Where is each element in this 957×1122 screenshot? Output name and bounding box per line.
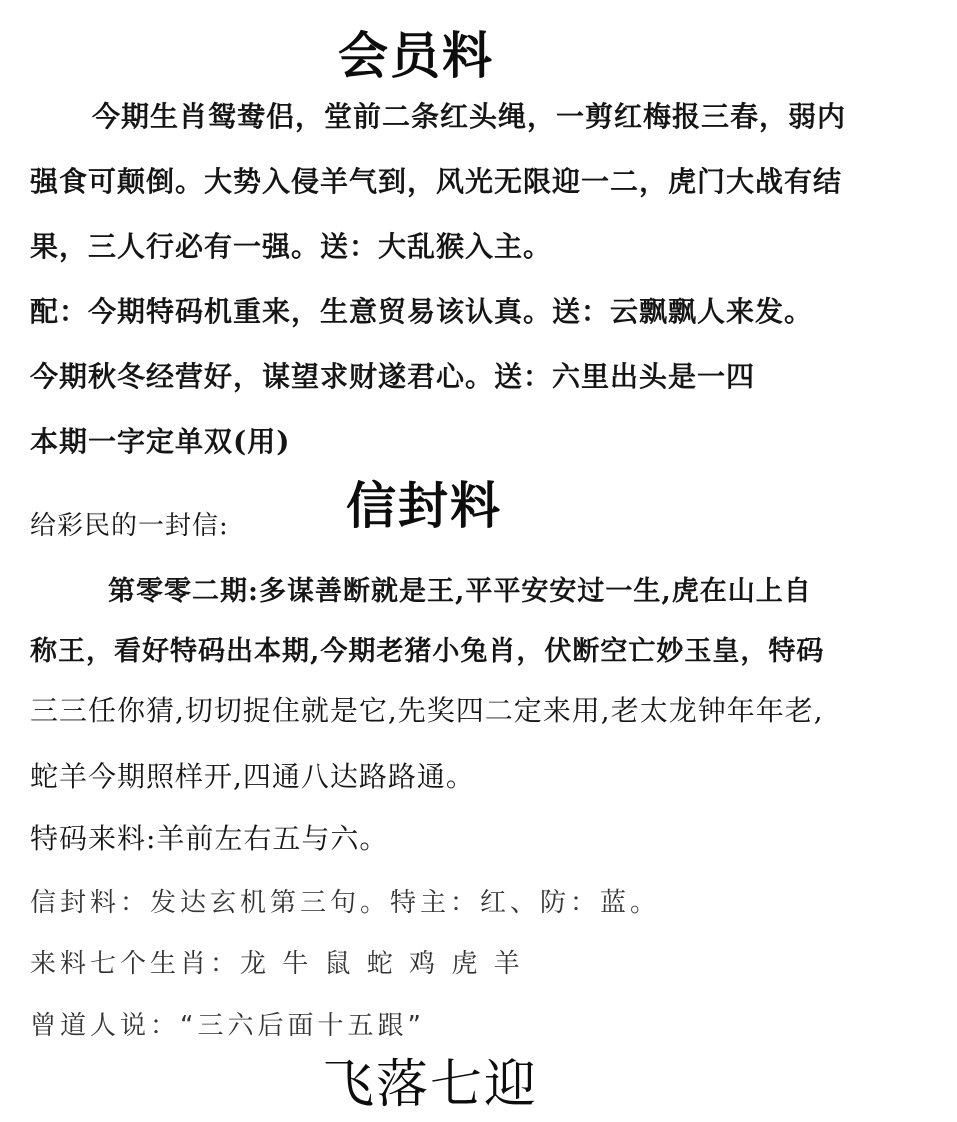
member-line-6: 本期一字定单双(用) <box>30 425 291 458</box>
envelope-line-2: 称王，看好特码出本期,今期老猪小兔肖，伏断空亡妙玉皇，特码 <box>30 636 825 667</box>
envelope-special-code: 特码来料:羊前左右五与六。 <box>30 822 389 855</box>
member-line-4: 配：今期特码机重来，生意贸易该认真。送：云飘飘人来发。 <box>30 295 814 328</box>
member-line-5: 今期秋冬经营好，谋望求财遂君心。送：六里出头是一四 <box>30 360 756 393</box>
envelope-note-3: 曾道人说：“三六后面十五跟” <box>30 1011 425 1041</box>
member-line-1: 今期生肖鸳鸯侣，堂前二条红头绳，一剪红梅报三春，弱内 <box>92 100 847 133</box>
envelope-line-3: 三三任你猜,切切捉住就是它,先奖四二定来用,老太龙钟年年老, <box>30 694 824 727</box>
member-line-3: 果，三人行必有一强。送：大乱猴入主。 <box>30 230 553 263</box>
member-line-2: 强食可颠倒。大势入侵羊气到，风光无限迎一二，虎门大战有结 <box>30 165 843 198</box>
envelope-section-title: 信封料 <box>346 477 502 535</box>
envelope-line-4: 蛇羊今期照样开,四通八达路路通。 <box>30 760 475 793</box>
footer-title: 飞落七迎 <box>322 1055 539 1115</box>
envelope-note-1: 信封料：发达玄机第三句。特主：红、防：蓝。 <box>30 888 661 918</box>
member-section-title: 会员料 <box>338 27 494 85</box>
envelope-note-2: 来料七个生肖：龙 牛 鼠 蛇 鸡 虎 羊 <box>30 949 524 979</box>
envelope-greeting: 给彩民的一封信: <box>30 511 229 541</box>
envelope-line-1: 第零零二期:多谋善断就是王,平平安安过一生,虎在山上自 <box>108 576 812 607</box>
